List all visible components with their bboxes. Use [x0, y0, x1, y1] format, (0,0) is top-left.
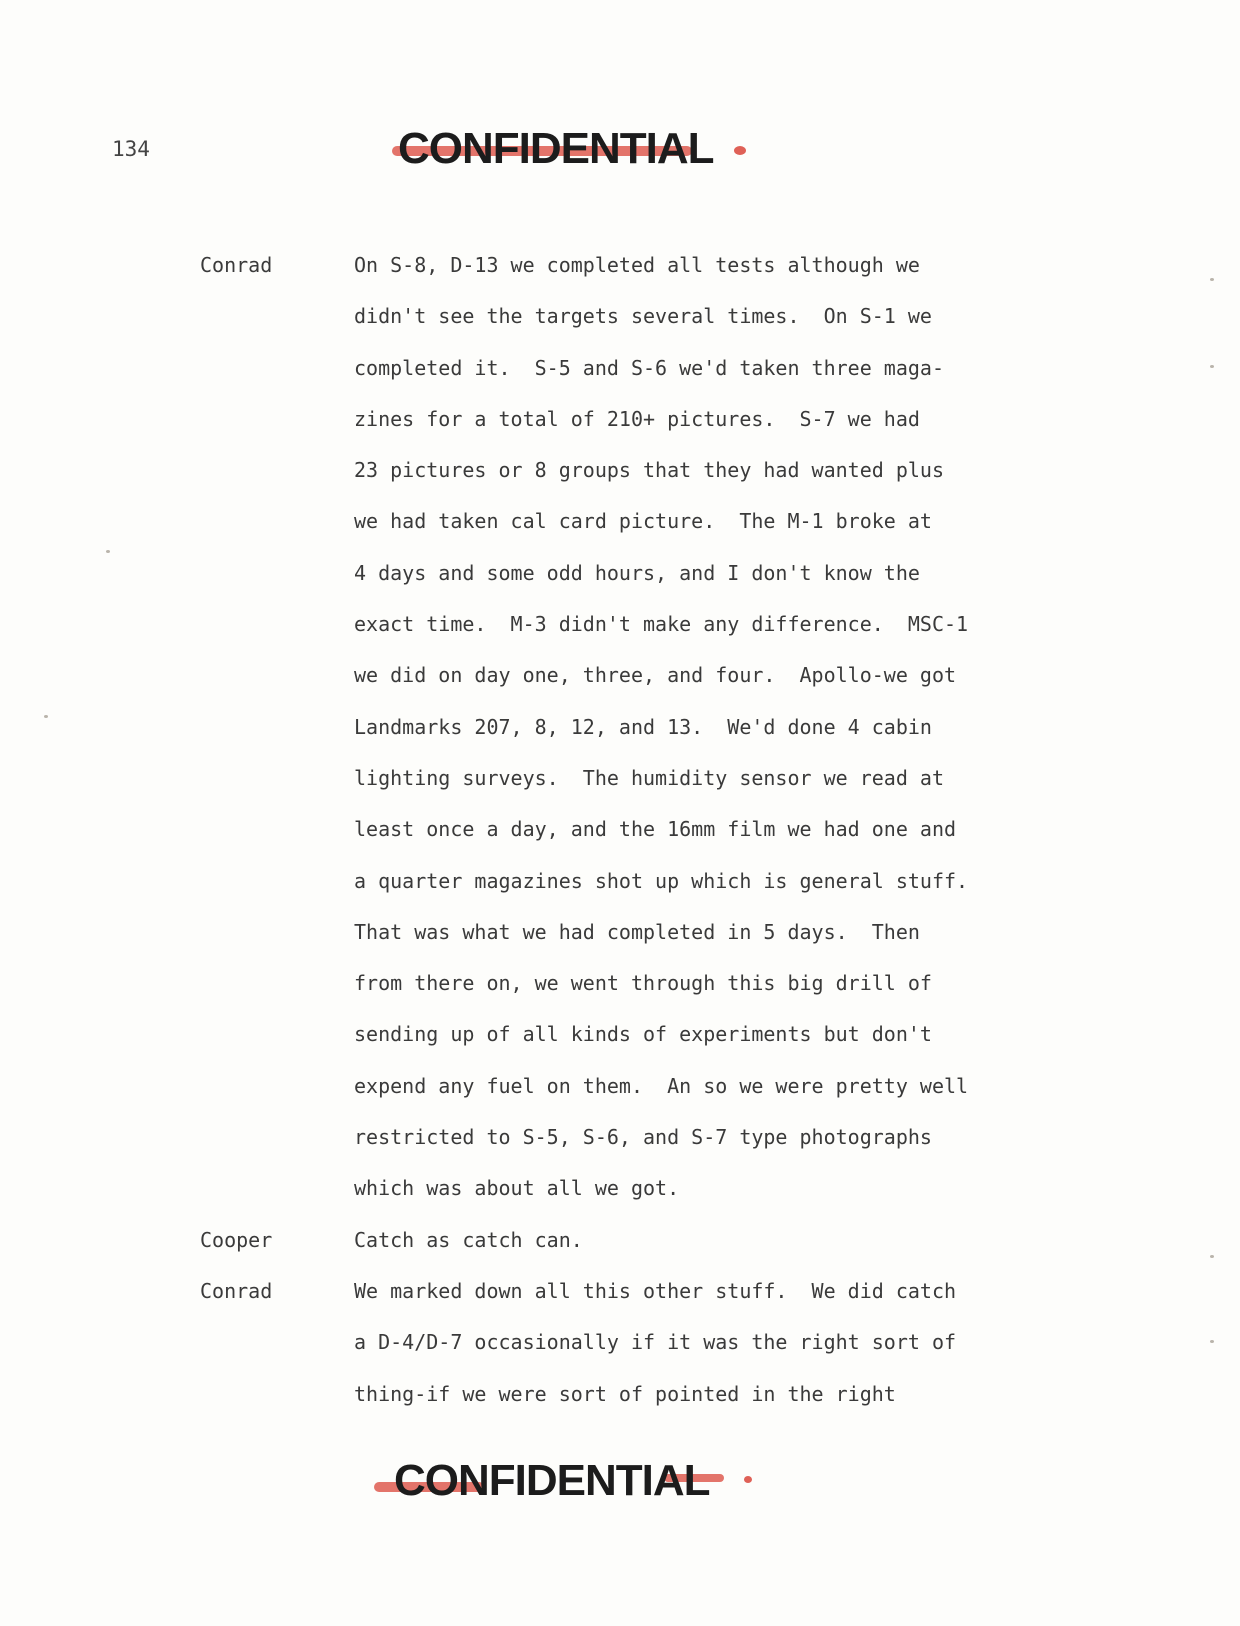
- text-line: completed it. S-5 and S-6 we'd taken three maga-: [354, 355, 945, 380]
- scan-speck: [44, 715, 48, 718]
- confidential-stamp-bottom: [394, 1456, 710, 1506]
- text-line: Catch as catch can.: [354, 1227, 583, 1252]
- text-line: which was about all we got.: [354, 1176, 680, 1201]
- text-line: That was what we had completed in 5 days. Then: [354, 919, 920, 944]
- confidential-label: CONFIDENTIAL: [394, 1456, 710, 1505]
- transcript-entry: [200, 1266, 1020, 1420]
- red-ink-dot: [734, 146, 746, 155]
- text-line: exact time. M-3 didn't make any difference. MSC-1: [354, 612, 969, 637]
- scan-speck: [1210, 1255, 1214, 1258]
- confidential-label: CONFIDENTIAL: [398, 124, 714, 173]
- transcript-entry: [200, 1215, 1020, 1266]
- transcript-entry: [200, 240, 1020, 1215]
- scan-speck: [1210, 1340, 1214, 1343]
- text-line: didn't see the targets several times. On S-1 we: [354, 304, 932, 329]
- speaker-text: [354, 1266, 1014, 1420]
- red-ink-dot: [744, 1476, 752, 1483]
- text-line: lighting surveys. The humidity sensor we read at: [354, 765, 945, 790]
- text-line: a D-4/D-7 occasionally if it was the right sort of: [354, 1330, 957, 1355]
- speaker-name: Cooper: [200, 1227, 273, 1252]
- speaker-name: Conrad: [200, 1278, 273, 1303]
- text-line: a quarter magazines shot up which is general stuff.: [354, 868, 969, 893]
- speaker-name: Conrad: [200, 253, 273, 277]
- scan-speck: [106, 550, 110, 553]
- text-line: we had taken cal card picture. The M-1 broke at: [354, 509, 932, 534]
- text-line: Landmarks 207, 8, 12, and 13. We'd done 4 cabin: [354, 714, 932, 739]
- text-line: zines for a total of 210+ pictures. S-7 we had: [354, 406, 920, 431]
- text-line: we did on day one, three, and four. Apollo-we got: [354, 663, 957, 688]
- text-line: We marked down all this other stuff. We did catch: [354, 1278, 957, 1303]
- text-line: sending up of all kinds of experiments but don't: [354, 1022, 932, 1047]
- text-line: from there on, we went through this big drill of: [354, 971, 932, 996]
- page-number: 134: [112, 137, 150, 161]
- speaker-text: [354, 1215, 1014, 1266]
- text-line: thing-if we were sort of pointed in the right: [354, 1381, 896, 1406]
- text-line: expend any fuel on them. An so we were pretty well: [354, 1073, 969, 1098]
- text-line: least once a day, and the 16mm film we had one and: [354, 817, 957, 842]
- scan-speck: [1210, 278, 1214, 281]
- confidential-stamp-top: [398, 124, 714, 174]
- speaker-text: [354, 240, 1014, 1215]
- scan-speck: [1210, 365, 1214, 368]
- transcript: [200, 240, 1020, 1420]
- text-line: restricted to S-5, S-6, and S-7 type photographs: [354, 1125, 932, 1150]
- text-line: On S-8, D-13 we completed all tests although we: [354, 253, 920, 277]
- text-line: 4 days and some odd hours, and I don't know the: [354, 560, 920, 585]
- text-line: 23 pictures or 8 groups that they had wanted plus: [354, 458, 945, 483]
